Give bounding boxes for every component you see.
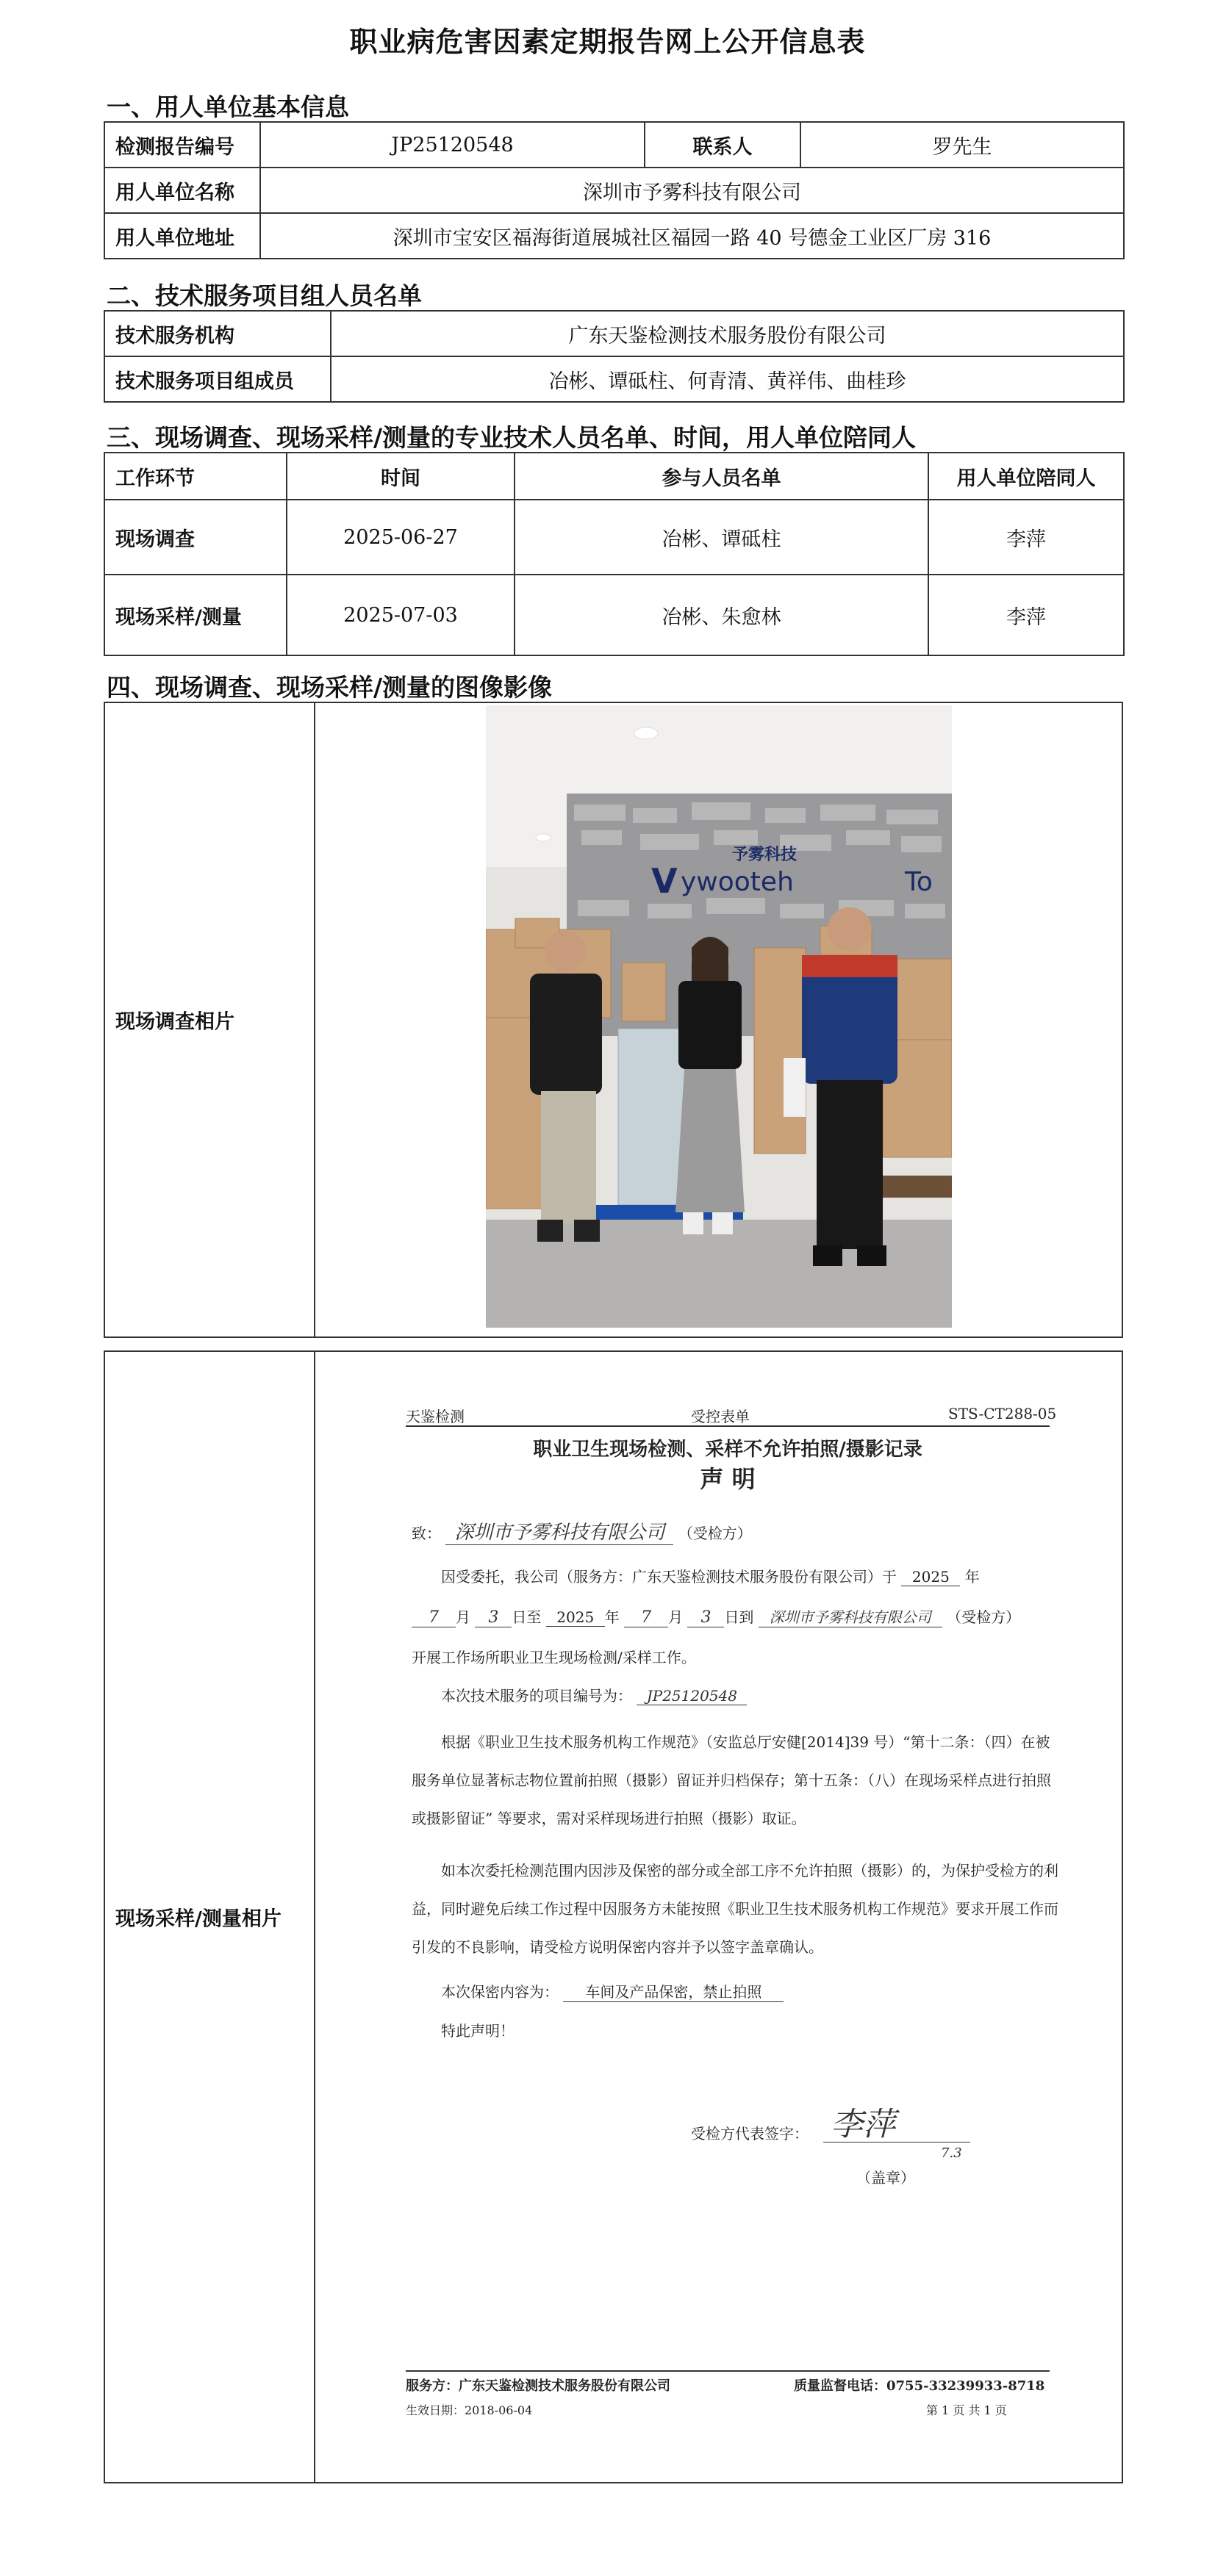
nian-text: 年 bbox=[604, 1608, 620, 1626]
to-handwritten: 深圳市予雾科技有限公司 bbox=[445, 1517, 673, 1545]
org-label: 技术服务机构 bbox=[104, 311, 331, 356]
p4: 如本次委托检测范围内因涉及保密的部分或全部工序不允许拍照（摄影）的，为保护受检方的利益，同时避免后续工作过程中因服务方未能按照《职业卫生技术服务机构工作规范》要求开展工作而引发的不良影响，请受检方说明保密内容并予以签字盖章确认。 bbox=[412, 1862, 1058, 1956]
doc-header-left: 天鉴检测 bbox=[406, 1408, 465, 1425]
svg-text:V: V bbox=[651, 861, 678, 901]
page-title: 职业病危害因素定期报告网上公开信息表 bbox=[349, 26, 866, 58]
contact-value: 罗先生 bbox=[800, 122, 1124, 168]
section2-heading: 二、技术服务项目组人员名单 bbox=[107, 281, 422, 310]
to-prefix: 致： bbox=[412, 1525, 441, 1542]
p3: 根据《职业卫生技术服务机构工作规范》（安监总厅安健[2014]39 号）“第十二条：（四）在被服务单位显著标志物位置前拍照（摄影）留证并归档保存；第十五条：（八）在现场采样点进行拍照或摄影留证” 等要求，需对采样现场进行拍照（摄影）取证。 bbox=[412, 1733, 1051, 1827]
footer-page: 第 1 页 共 1 页 bbox=[926, 2403, 1007, 2417]
members-value: 冶彬、谭砥柱、何青清、黄祥伟、曲桂珍 bbox=[331, 356, 1124, 402]
table-row bbox=[104, 500, 1124, 575]
shoujianfang-text: （受检方） bbox=[947, 1608, 1021, 1626]
schedule-table bbox=[104, 452, 1125, 656]
section1-heading: 一、用人单位基本信息 bbox=[107, 93, 349, 121]
report-no-value: JP25120548 bbox=[260, 122, 645, 168]
members-label: 技术服务项目组成员 bbox=[104, 356, 331, 402]
month1: 7 bbox=[412, 1608, 456, 1627]
p2-handwritten: JP25120548 bbox=[637, 1687, 747, 1705]
footer-service: 服务方：广东天鉴检测技术服务股份有限公司 bbox=[406, 2378, 670, 2394]
escort-cell: 李萍 bbox=[928, 575, 1124, 655]
doc-title: 职业卫生现场检测、采样不允许拍照/摄影记录 bbox=[533, 1439, 922, 1461]
yue-text: 月 bbox=[668, 1608, 684, 1626]
escort-cell: 李萍 bbox=[928, 500, 1124, 575]
p2-prefix: 本次技术服务的项目编号为： bbox=[441, 1687, 632, 1705]
col-people: 参与人员名单 bbox=[515, 453, 928, 500]
day1: 3 bbox=[475, 1608, 512, 1627]
ri-dao-text: 日到 bbox=[724, 1608, 754, 1626]
company-label: 用人单位名称 bbox=[104, 168, 260, 213]
doc-subtitle: 声 明 bbox=[700, 1465, 756, 1493]
basic-info-table bbox=[104, 121, 1125, 259]
svg-text:ywooteh: ywooteh bbox=[681, 867, 794, 897]
ri-zhi-text: 日至 bbox=[512, 1608, 542, 1626]
day2: 3 bbox=[687, 1608, 724, 1627]
address-value: 深圳市宝安区福海街道展城社区福园一路 40 号德金工业区厂房 316 bbox=[260, 213, 1124, 259]
sign-label: 受检方代表签字： bbox=[691, 2125, 809, 2143]
col-date: 时间 bbox=[287, 453, 515, 500]
p6: 特此声明！ bbox=[441, 2022, 515, 2040]
footer-phone: 质量监督电话：0755-33239933-8718 bbox=[794, 2378, 1045, 2394]
stage-cell: 现场采样/测量 bbox=[104, 575, 287, 655]
section4-heading: 四、现场调查、现场采样/测量的图像影像 bbox=[107, 673, 553, 702]
survey-photo bbox=[486, 705, 952, 1328]
people-cell: 冶彬、朱愈林 bbox=[515, 575, 928, 655]
company-value: 深圳市予雾科技有限公司 bbox=[260, 168, 1124, 213]
sampling-photo-label: 现场采样/测量相片 bbox=[115, 1907, 282, 1931]
team-table bbox=[104, 310, 1125, 403]
stage-cell: 现场调查 bbox=[104, 500, 287, 575]
svg-text:予雾科技: 予雾科技 bbox=[732, 846, 798, 864]
place-handwritten: 深圳市予雾科技有限公司 bbox=[759, 1605, 942, 1627]
doc-header-center: 受控表单 bbox=[691, 1408, 750, 1425]
year1: 2025 bbox=[901, 1568, 960, 1586]
to-suffix: （受检方） bbox=[678, 1525, 752, 1542]
yue-text: 月 bbox=[456, 1608, 470, 1626]
col-escort: 用人单位陪同人 bbox=[928, 453, 1124, 500]
stamp-label: （盖章） bbox=[856, 2169, 915, 2187]
declaration-document bbox=[397, 1396, 1058, 2425]
p1-b: 开展工作场所职业卫生现场检测/采样工作。 bbox=[412, 1649, 696, 1666]
signature-small: 7.3 bbox=[941, 2145, 962, 2161]
p1-a: 因受委托，我公司（服务方：广东天鉴检测技术服务股份有限公司）于 bbox=[441, 1568, 897, 1586]
footer-date: 生效日期：2018-06-04 bbox=[406, 2403, 533, 2417]
org-value: 广东天鉴检测技术服务股份有限公司 bbox=[331, 311, 1124, 356]
date-cell: 2025-06-27 bbox=[287, 500, 515, 575]
col-stage: 工作环节 bbox=[104, 453, 287, 500]
contact-label: 联系人 bbox=[645, 122, 800, 168]
month2: 7 bbox=[624, 1608, 668, 1627]
signature: 李萍 bbox=[831, 2106, 895, 2143]
year2: 2025 bbox=[546, 1608, 605, 1627]
address-label: 用人单位地址 bbox=[104, 213, 260, 259]
svg-text:To: To bbox=[905, 867, 933, 897]
p5-prefix: 本次保密内容为： bbox=[441, 1983, 559, 2001]
p5-value: 车间及产品保密，禁止拍照 bbox=[563, 1980, 784, 2002]
nian-text: 年 bbox=[964, 1568, 980, 1586]
doc-header-right: STS-CT288-05 bbox=[948, 1405, 1057, 1422]
table-row bbox=[104, 575, 1124, 655]
date-cell: 2025-07-03 bbox=[287, 575, 515, 655]
people-cell: 冶彬、谭砥柱 bbox=[515, 500, 928, 575]
section3-heading: 三、现场调查、现场采样/测量的专业技术人员名单、时间，用人单位陪同人 bbox=[107, 423, 917, 452]
report-no-label: 检测报告编号 bbox=[104, 122, 260, 168]
survey-photo-label: 现场调查相片 bbox=[115, 1010, 234, 1034]
